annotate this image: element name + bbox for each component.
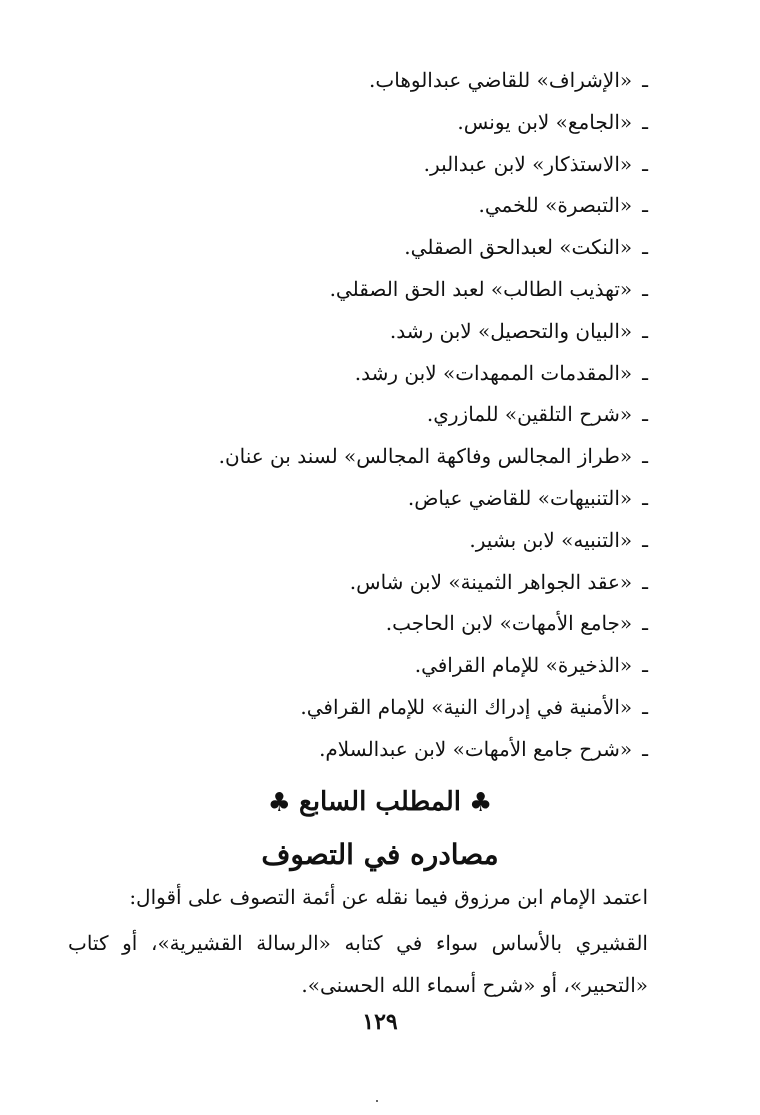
list-item [88, 102, 648, 144]
list-marker: ـ [642, 360, 648, 385]
list-item-text: «الجامع» لابن يونس. [457, 109, 633, 134]
list-item-text: «النكت» لعبدالحق الصقلي. [404, 235, 633, 260]
list-item-text: «الذخيرة» للإمام القرافي. [414, 653, 633, 678]
list-item [88, 478, 648, 520]
list-item [88, 227, 648, 269]
list-item [88, 60, 648, 102]
list-item [88, 353, 648, 395]
sources-list [88, 60, 648, 771]
list-marker: ـ [642, 235, 648, 260]
list-marker: ـ [642, 109, 648, 134]
list-marker: ـ [642, 151, 648, 176]
list-marker: ـ [642, 318, 648, 343]
list-item-text: «شرح التلقين» للمازري. [426, 402, 633, 427]
list-marker: ـ [642, 694, 648, 719]
body-paragraph: اعتمد الإمام ابن مرزوق فيما نقله عن أئمة التصوف على أقوال: [129, 885, 648, 909]
list-item-text: «التنبيهات» للقاضي عياض. [407, 485, 633, 510]
list-item-text: «البيان والتحصيل» لابن رشد. [389, 318, 633, 343]
list-item-text: «الأمنية في إدراك النية» للإمام القرافي. [300, 694, 633, 719]
section-heading [0, 782, 760, 823]
list-item-text: «الاستذكار» لابن عبدالبر. [423, 151, 633, 176]
list-marker: ـ [642, 569, 648, 594]
list-item-text: «المقدمات الممهدات» لابن رشد. [354, 360, 633, 385]
list-item-text: «تهذيب الطالب» لعبد الحق الصقلي. [329, 276, 633, 301]
section-title: مصادره في التصوف [261, 838, 499, 871]
scan-speck [376, 1100, 378, 1102]
list-marker: ـ [642, 444, 648, 469]
list-item [88, 144, 648, 186]
list-item [88, 603, 648, 645]
list-item [88, 729, 648, 771]
list-item [88, 520, 648, 562]
ornament-icon: ♣ [267, 788, 291, 818]
list-item [88, 185, 648, 227]
list-marker: ـ [642, 68, 648, 92]
list-item-text: «عقد الجواهر الثمينة» لابن شاس. [349, 569, 633, 594]
section-heading-text: المطلب السابع [298, 787, 462, 817]
list-marker: ـ [642, 653, 648, 678]
list-item [88, 269, 648, 311]
body-paragraph: القشيري بالأساس سواء في كتابه «الرسالة القشيرية»، أو كتاب «التحبير»، أو «شرح أسماء الله الحسنى». [68, 931, 648, 997]
list-marker: ـ [642, 193, 648, 218]
list-item-text: «الإشراف» للقاضي عبدالوهاب. [369, 68, 633, 92]
ornament-icon: ♣ [469, 788, 493, 818]
list-marker: ـ [642, 527, 648, 552]
list-item [88, 562, 648, 604]
page-number: ١٢٩ [362, 1009, 398, 1035]
list-item-text: «شرح جامع الأمهات» لابن عبدالسلام. [319, 736, 633, 761]
list-item [88, 687, 648, 729]
list-marker: ـ [642, 485, 648, 510]
list-item-text: «التنبيه» لابن بشير. [469, 527, 633, 552]
list-item-text: «طراز المجالس وفاكهة المجالس» لسند بن عنان. [218, 444, 633, 469]
list-marker: ـ [642, 276, 648, 301]
list-marker: ـ [642, 736, 648, 761]
list-item-text: «التبصرة» للخمي. [478, 193, 633, 218]
list-item [88, 311, 648, 353]
list-marker: ـ [642, 611, 648, 636]
list-item [88, 436, 648, 478]
list-item [88, 394, 648, 436]
list-item-text: «جامع الأمهات» لابن الحاجب. [385, 611, 633, 636]
list-marker: ـ [642, 402, 648, 427]
list-item [88, 645, 648, 687]
